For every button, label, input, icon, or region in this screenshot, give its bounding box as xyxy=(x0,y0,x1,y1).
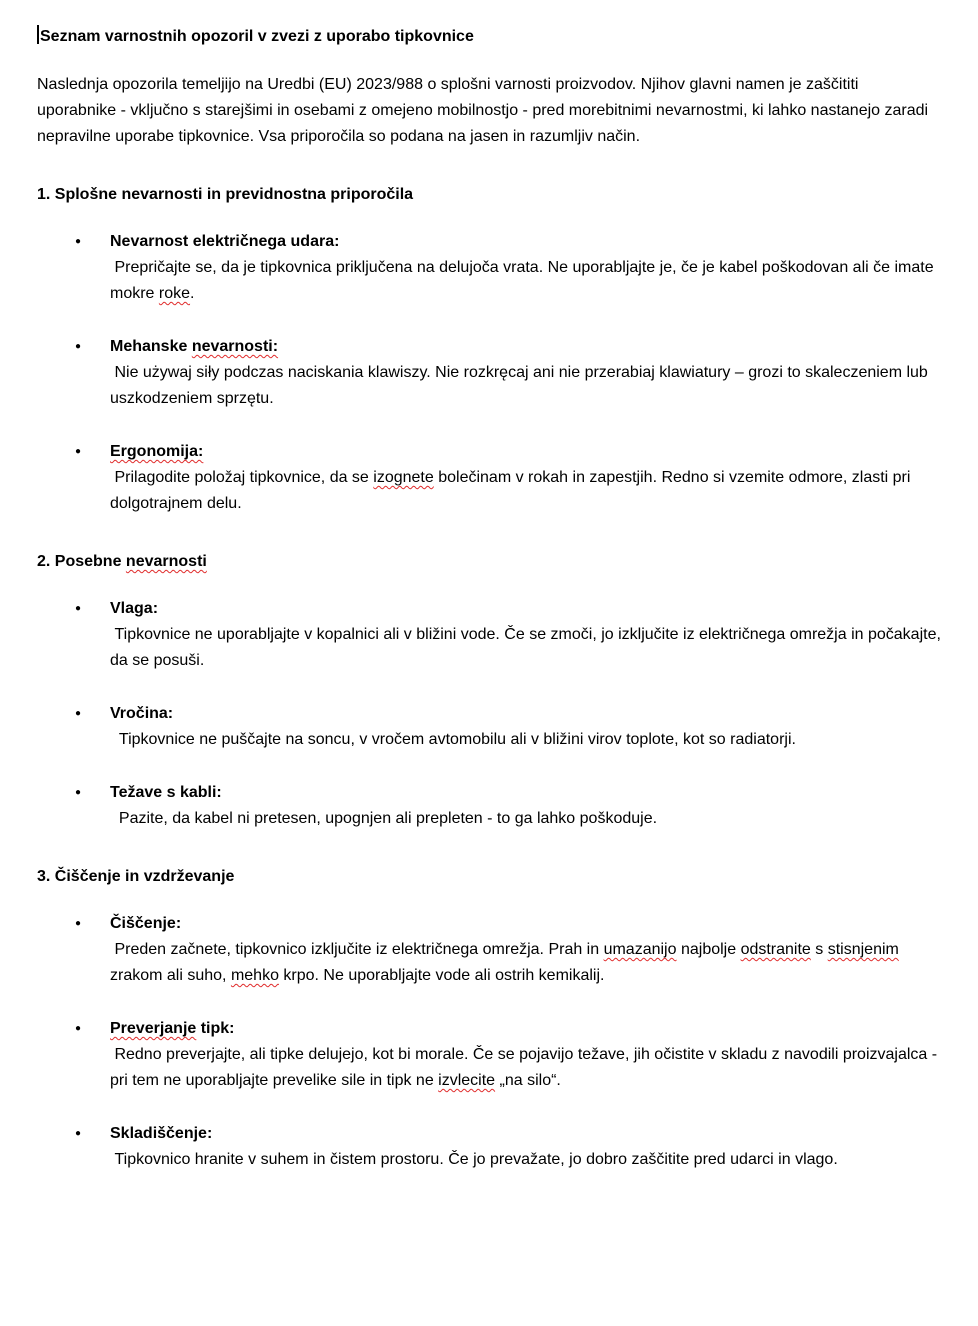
misspelled-word: odstranite xyxy=(740,941,811,958)
list-item xyxy=(75,1016,941,1094)
item-body xyxy=(110,1042,941,1094)
misspelled-word: nevarnosti xyxy=(125,553,207,570)
bullet-icon: ● xyxy=(75,787,82,798)
misspelled-word: umazanijo xyxy=(603,941,677,958)
text-run: krpo. Ne uporabljajte vode ali ostrih kemikalij. xyxy=(278,967,605,984)
list-item-content xyxy=(110,229,941,307)
misspelled-word: Preverjanje xyxy=(110,1020,197,1037)
text-run: Preden začnete, tipkovnico izključite iz električnega omrežja. Prah in xyxy=(110,941,604,958)
list-item-content xyxy=(110,780,941,832)
list-item-content xyxy=(110,334,941,412)
item-title xyxy=(110,1016,941,1042)
misspelled-word: izognete xyxy=(373,469,434,486)
item-title xyxy=(110,334,941,360)
list-item-content xyxy=(110,1016,941,1094)
item-body xyxy=(110,937,941,989)
list-item xyxy=(75,229,941,307)
misspelled-word: roke xyxy=(158,285,191,302)
text-run: najbolje xyxy=(676,941,741,958)
section-1-list xyxy=(37,229,941,517)
misspelled-word: stisnjenim xyxy=(827,941,899,958)
list-item xyxy=(75,701,941,753)
item-body: Tipkovnice ne puščajte na soncu, v vročem avtomobilu ali v bližini virov toplote, kot so radiatorji. xyxy=(110,731,796,748)
text-run: s xyxy=(810,941,828,958)
text-run: Prepričajte se, da je tipkovnica priključena na delujoča vrata. Ne uporabljajte je, če je kabel poškodovan ali če imate mokre xyxy=(110,259,939,302)
text-run: 2. Posebne xyxy=(37,553,126,570)
item-body xyxy=(110,465,941,517)
list-item-content xyxy=(110,911,941,989)
text-run: Mehanske xyxy=(110,338,192,355)
bullet-icon: ● xyxy=(75,1128,82,1139)
list-item xyxy=(75,911,941,989)
list-item xyxy=(75,780,941,832)
list-item xyxy=(75,596,946,674)
bullet-icon: ● xyxy=(75,446,82,457)
list-item xyxy=(75,1121,941,1173)
section-2-list xyxy=(37,596,946,832)
text-run: „na silo“. xyxy=(495,1072,561,1089)
text-run: Prilagodite položaj tipkovnice, da se xyxy=(110,469,374,486)
section-1-heading: 1. Splošne nevarnosti in previdnostna priporočila xyxy=(37,186,414,203)
item-title: Nevarnost električnega udara: xyxy=(110,233,340,250)
bullet-icon: ● xyxy=(75,708,82,719)
item-body xyxy=(110,255,941,307)
misspelled-word: Ergonomija: xyxy=(110,443,204,460)
document-title-text: Seznam varnostnih opozoril v zvezi z uporabo tipkovnice xyxy=(40,28,474,45)
bullet-icon: ● xyxy=(75,918,82,929)
item-body: Tipkovnico hranite v suhem in čistem prostoru. Če jo prevažate, jo dobro zaščitite pred udarci in vlago. xyxy=(110,1151,838,1168)
text-run: . xyxy=(190,285,195,302)
item-body: Tipkovnice ne uporabljajte v kopalnici ali v bližini vode. Če se zmoči, jo izključite iz električnega omrežja in počakajte, da se posuši. xyxy=(110,626,946,669)
bullet-icon: ● xyxy=(75,341,82,352)
item-body: Nie używaj siły podczas naciskania klawiszy. Nie rozkręcaj ani nie przerabiaj klawiatury – grozi to skaleczeniem lub uszkodzeniem sprzętu. xyxy=(110,364,933,407)
text-run: tipk: xyxy=(196,1020,235,1037)
text-run: Redno preverjajte, ali tipke delujejo, kot bi morale. Če se pojavijo težave, jih očistite v skladu z navodili proizvajalca - pri tem ne uporabljajte prevelike sile in tipk ne xyxy=(110,1046,942,1089)
section-3-heading: 3. Čiščenje in vzdrževanje xyxy=(37,868,235,885)
section-2-heading xyxy=(37,549,941,575)
misspelled-word: mehko xyxy=(230,967,279,984)
bullet-icon: ● xyxy=(75,236,82,247)
list-item-content xyxy=(110,596,946,674)
list-item xyxy=(75,439,941,517)
item-title: Skladiščenje: xyxy=(110,1125,213,1142)
list-item-content xyxy=(110,439,941,517)
item-title: Težave s kabli: xyxy=(110,784,222,801)
item-title: Čiščenje: xyxy=(110,915,182,932)
text-cursor xyxy=(37,25,39,44)
item-title: Vročina: xyxy=(110,705,174,722)
item-title: Vlaga: xyxy=(110,600,159,617)
item-title xyxy=(110,439,941,465)
list-item-content xyxy=(110,701,941,753)
misspelled-word: izvlecite xyxy=(438,1072,496,1089)
section-3-list xyxy=(37,911,941,1173)
item-body: Pazite, da kabel ni pretesen, upognjen ali prepleten - to ga lahko poškoduje. xyxy=(110,810,658,827)
intro-paragraph: Naslednja opozorila temeljijo na Uredbi (EU) 2023/988 o splošni varnosti proizvodov. Njihov glavni namen je zaščititi uporabnike - vključno s starejšimi in osebami z omejeno mobilnostjo - pred morebitnimi nevarnostmi, ki lahko nastanejo zaradi nepravilne uporabe tipkovnice. Vsa priporočila so podana na jasen in razumljiv način. xyxy=(37,76,933,145)
list-item-content xyxy=(110,1121,941,1173)
list-item xyxy=(75,334,941,412)
text-run: bolečinam v rokah in zapestjih. Redno si vzemite odmore, zlasti pri dolgotrajnem delu. xyxy=(110,469,915,512)
bullet-icon: ● xyxy=(75,1023,82,1034)
bullet-icon: ● xyxy=(75,603,82,614)
text-run: zrakom ali suho, xyxy=(110,941,904,984)
misspelled-word: nevarnosti: xyxy=(191,338,279,355)
document-title xyxy=(37,24,941,50)
